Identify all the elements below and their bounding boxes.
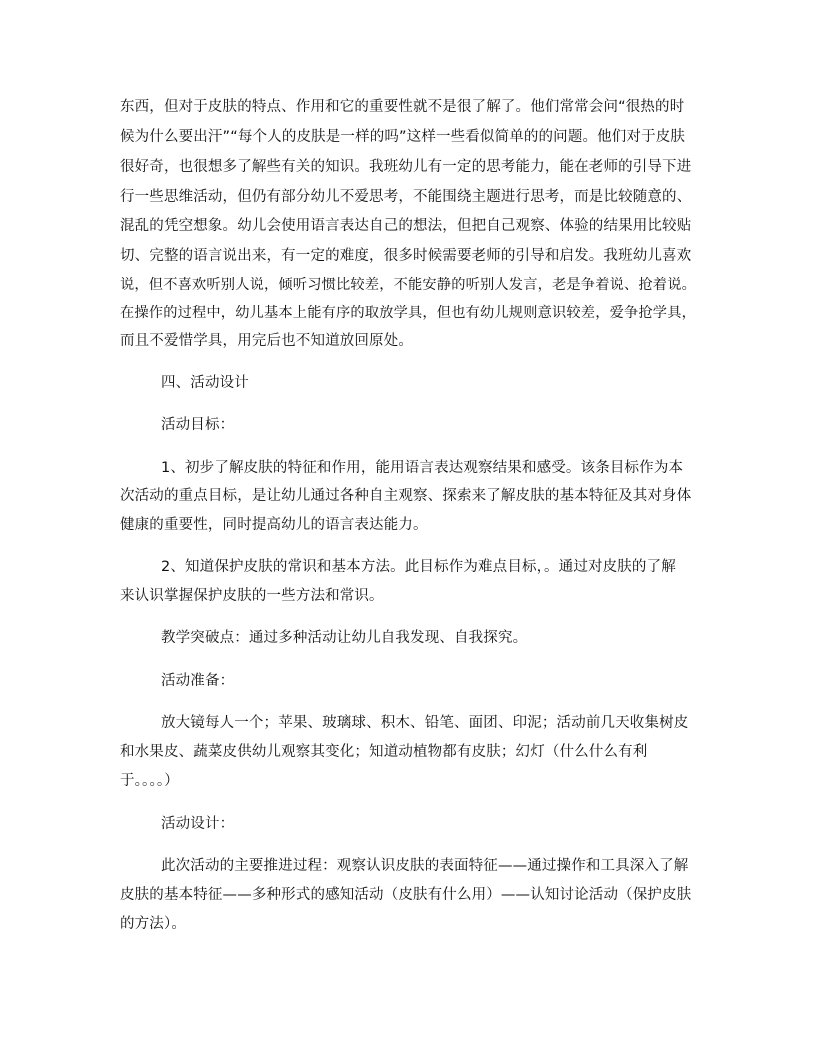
paragraph-line: 此次活动的主要推进过程：观察认识皮肤的表面特征——通过操作和工具深入了解	[161, 858, 689, 874]
subheading-preparation: 活动准备：	[161, 673, 235, 689]
paragraph-line: 放大镜每人一个；苹果、玻璃球、积木、铅笔、面团、印泥；活动前几天收集树皮	[161, 715, 689, 731]
paragraph-line: 候为什么要出汗”“每个人的皮肤是一样的吗”这样一些看似简单的的问题。他们对于皮肤	[120, 129, 686, 145]
paragraph-line: 来认识掌握保护皮肤的一些方法和常识。	[120, 588, 384, 604]
paragraph-line: 于。。。。）	[120, 773, 179, 789]
paragraph-line: 次活动的重点目标，是让幼儿通过各种自主观察、探索来了解皮肤的基本特征及其对身体	[120, 488, 692, 504]
section-heading: 四、活动设计	[161, 375, 249, 391]
paragraph-line: 2、知道保护皮肤的常识和基本方法。此目标作为难点目标，。通过对皮肤的了解	[161, 559, 676, 575]
paragraph-line: 行一些思维活动，但仍有部分幼儿不爱思考，不能围绕主题进行思考，而是比较随意的、	[120, 189, 692, 205]
paragraph-line: 和水果皮、蔬菜皮供幼儿观察其变化；知道动植物都有皮肤；幻灯（什么什么有利	[120, 744, 648, 760]
paragraph-line: 混乱的凭空想象。幼儿会使用语言表达自己的想法，但把自己观察、体验的结果用比较贴	[120, 218, 692, 234]
subheading-goals: 活动目标：	[161, 417, 235, 433]
paragraph-line: 很好奇，也很想多了解些有关的知识。我班幼儿有一定的思考能力，能在老师的引导下进	[120, 159, 692, 175]
paragraph-line: 健康的重要性，同时提高幼儿的语言表达能力。	[120, 517, 428, 533]
paragraph-line: 在操作的过程中，幼儿基本上能有序的取放学具，但也有幼儿规则意识较差，爱争抢学具，	[120, 305, 697, 321]
paragraph-line: 说，但不喜欢听别人说，倾听习惯比较差，不能安静的听别人发言，老是争着说、抢着说。	[120, 277, 697, 293]
paragraph-line: 而且不爱惜学具，用完后也不知道放回原处。	[120, 333, 413, 349]
paragraph-line: 切、完整的语言说出来，有一定的难度，很多时候需要老师的引导和启发。我班幼儿喜欢	[120, 248, 692, 264]
subheading-design: 活动设计：	[161, 816, 235, 832]
paragraph-line: 皮肤的基本特征——多种形式的感知活动（皮肤有什么用）——认知讨论活动（保护皮肤	[120, 887, 692, 903]
paragraph-line: 东西，但对于皮肤的特点、作用和它的重要性就不是很了解了。他们常常会问“很热的时	[120, 99, 685, 115]
paragraph-line: 1、初步了解皮肤的特征和作用，能用语言表达观察结果和感受。该条目标作为本	[161, 460, 684, 476]
breakthrough-point: 教学突破点：通过多种活动让幼儿自我发现、自我探究。	[161, 630, 528, 646]
paragraph-line: 的方法）。	[120, 916, 186, 932]
